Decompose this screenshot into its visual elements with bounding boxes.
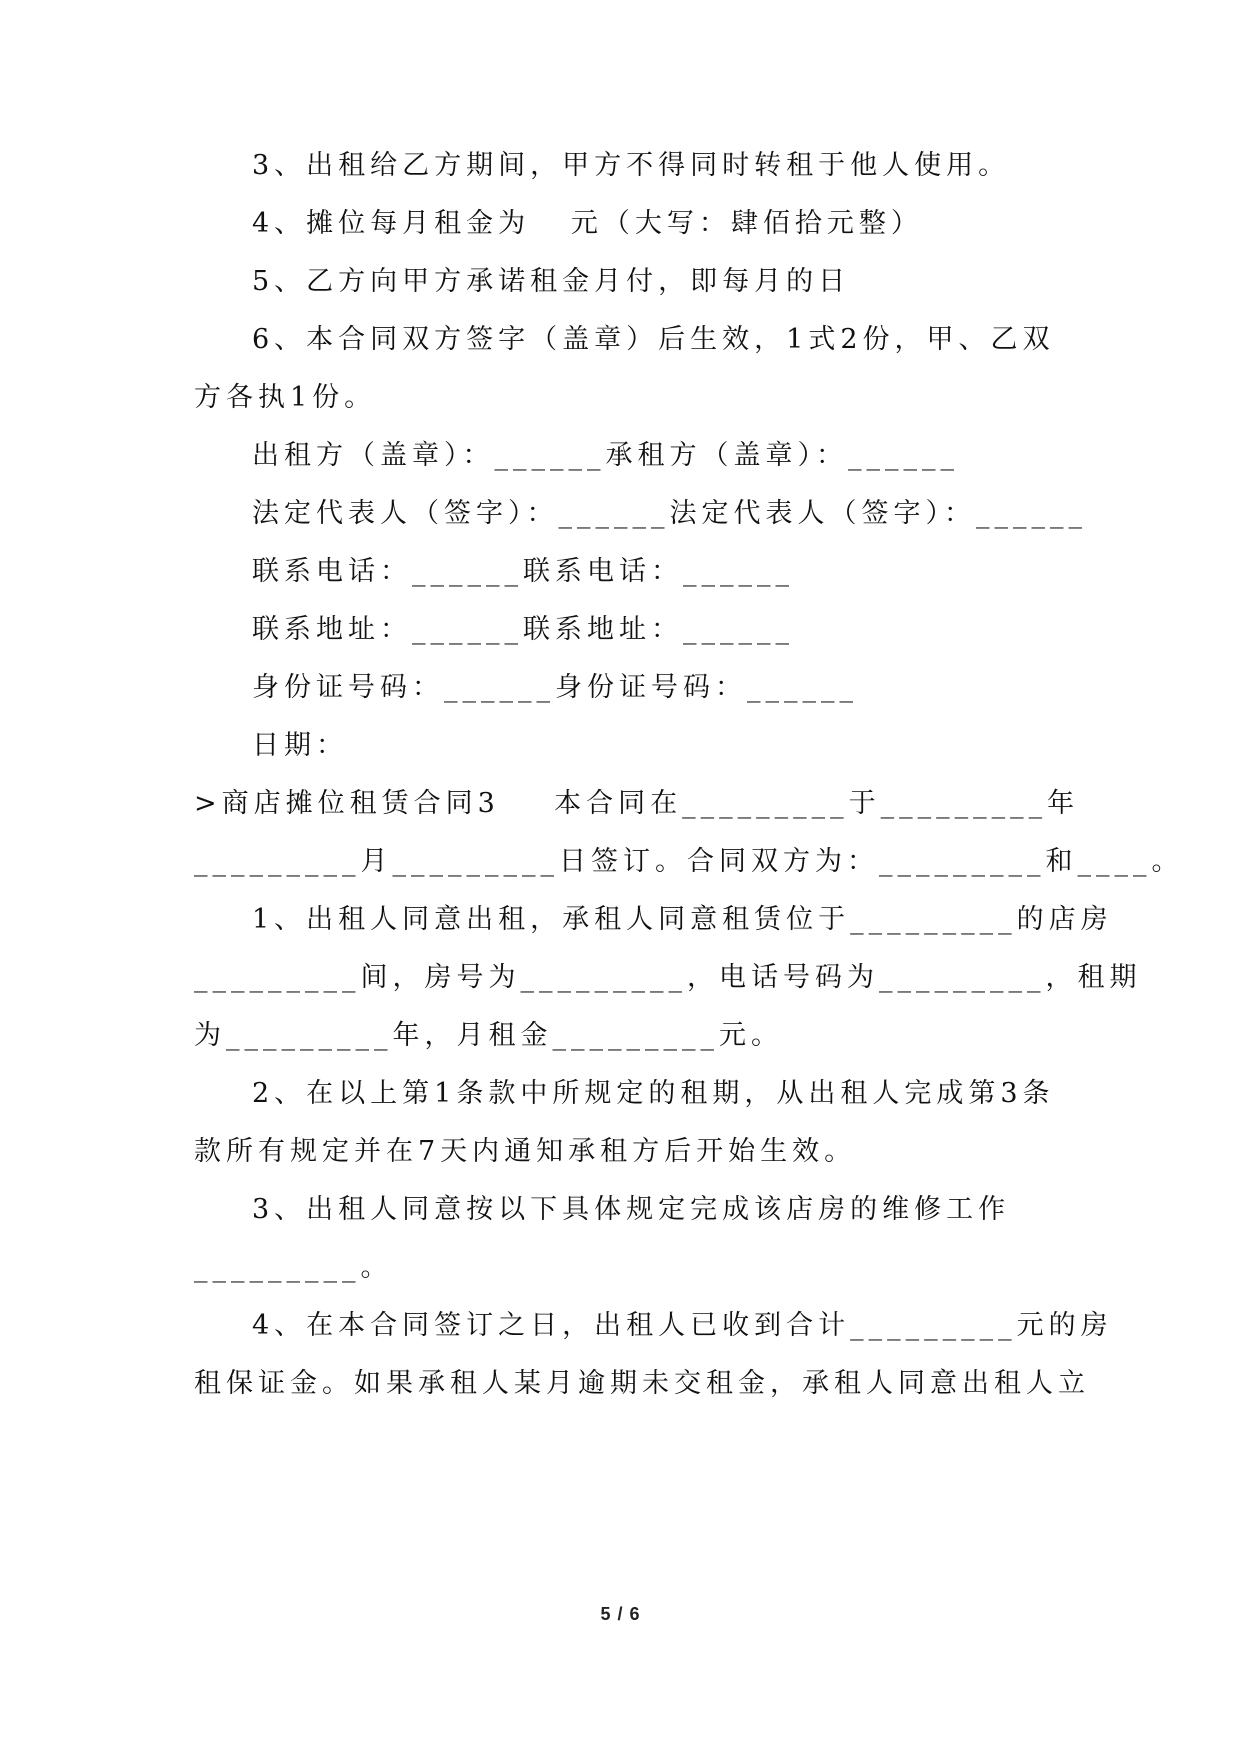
article-1-line: 1、出租人同意出租，承租人同意租赁位于_________的店房 [252,904,1113,935]
signature-legal-rep-line: 法定代表人（签字）：______法定代表人（签字）：______ [252,498,1087,529]
article-4-line: 4、在本合同签订之日，出租人已收到合计_________元的房 [252,1310,1113,1341]
article-3-line: 3、出租人同意按以下具体规定完成该店房的维修工作 [252,1194,1011,1225]
article-1-continuation-2: 为_________年，月租金_________元。 [194,1020,783,1051]
article-4-continuation: 租保证金。如果承租人某月逾期未交租金，承租人同意出租人立 [194,1368,1090,1399]
clause-4-rent-line: 4、摊位每月租金为 元（大写：肆佰拾元整） [252,208,923,239]
article-2-continuation: 款所有规定并在7天内通知承租方后开始生效。 [194,1136,857,1167]
article-1-continuation: _________间，房号为_________，电话号码为_________，租期 [194,962,1142,993]
article-3-continuation: _________。 [194,1252,393,1283]
contract-3-parties-line: _________月_________日签订。合同双方为：_________和____。 [194,846,1184,877]
signature-date-line: 日期： [252,730,348,761]
clause-5-line: 5、乙方向甲方承诺租金月付，即每月的日 [252,266,851,297]
signature-phone-line: 联系电话：______联系电话：______ [252,556,794,587]
page-number: 5 / 6 [600,1604,641,1624]
clause-3-line: 3、出租给乙方期间，甲方不得同时转租于他人使用。 [252,150,1011,181]
signature-address-line: 联系地址：______联系地址：______ [252,614,794,645]
signature-id-line: 身份证号码：______身份证号码：______ [252,672,858,703]
clause-6-line: 6、本合同双方签字（盖章）后生效，1式2份，甲、乙双 [252,324,1055,355]
clause-6-continuation: 方各执1份。 [194,382,377,413]
contract-3-heading-line: >商店摊位租赁合同3 本合同在_________于_________年 [194,788,1080,819]
article-2-line: 2、在以上第1条款中所规定的租期，从出租人完成第3条 [252,1078,1055,1109]
signature-lessor-line: 出租方（盖章）：______承租方（盖章）：______ [252,440,959,471]
